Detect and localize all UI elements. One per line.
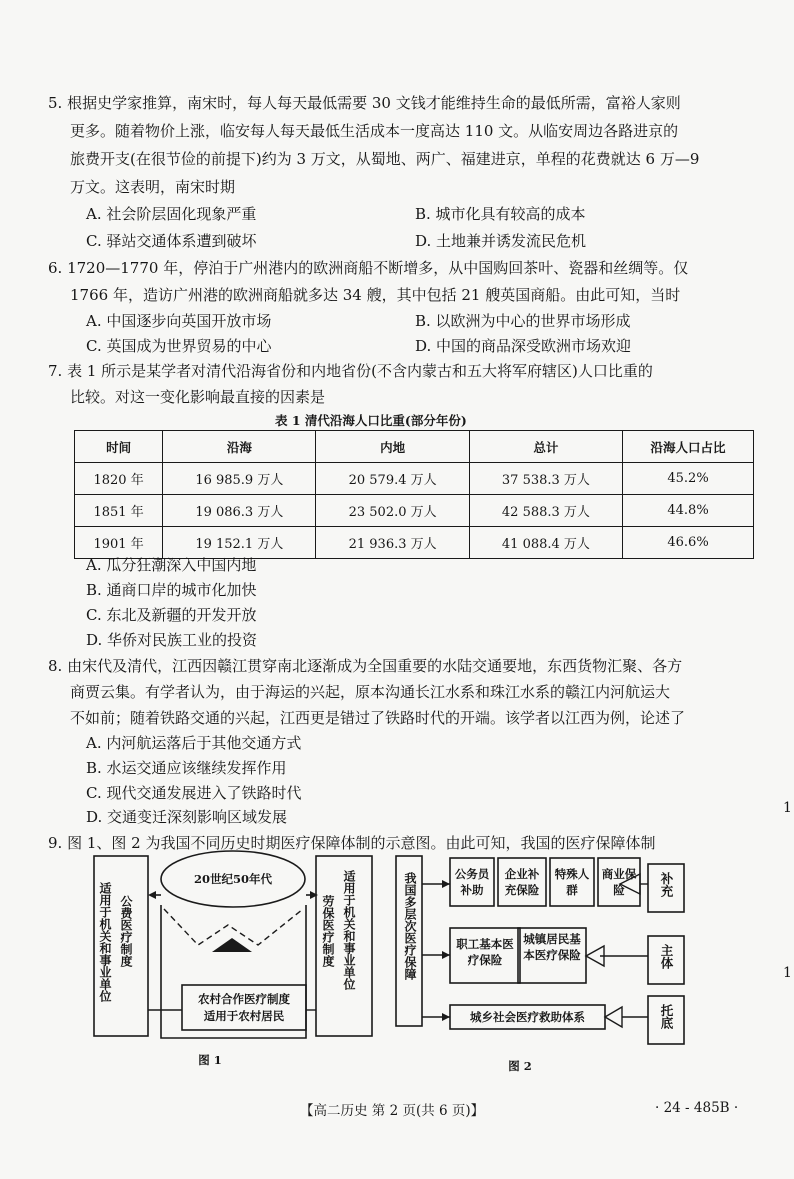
q8-option-c: C. 现代交通发展进入了铁路时代 xyxy=(86,784,302,802)
table-cell: 19 086.3 万人 xyxy=(163,495,316,527)
q7-line-2: 比较。对这一变化影响最直接的因素是 xyxy=(70,388,326,406)
q7-line-1: 7. 表 1 所示是某学者对清代沿海省份和内地省份(不含内蒙古和五大将军府辖区)人口比重的 xyxy=(48,362,653,380)
fig1-left-label: 公费医疗制度 xyxy=(119,895,133,967)
fig1-left-box: 适用于机关和事业单位 xyxy=(98,882,112,1002)
fig1-right-box: 适用于机关和事业单位 xyxy=(342,870,356,990)
q8-line-2: 商贾云集。有学者认为，由于海运的兴起，原本沟通长江水系和珠江水系的赣江内河航运大 xyxy=(70,683,671,701)
table-cell: 37 538.3 万人 xyxy=(469,463,622,495)
q8-option-a: A. 内河航运落后于其他交通方式 xyxy=(86,734,302,752)
table-cell: 1820 年 xyxy=(75,463,163,495)
fig2-label-main: 主体 xyxy=(659,944,674,969)
fig1-bottom-line-2: 适用于农村居民 xyxy=(203,1009,285,1023)
fig2-top-box: 企业补充保险 xyxy=(504,867,540,897)
table-header: 沿海人口占比 xyxy=(623,431,754,463)
q7-option-a: A. 瓜分狂潮深入中国内地 xyxy=(86,556,257,574)
table-cell: 20 579.4 万人 xyxy=(316,463,469,495)
table-cell: 1851 年 xyxy=(75,495,163,527)
table-cell: 23 502.0 万人 xyxy=(316,495,469,527)
q8-option-b: B. 水运交通应该继续发挥作用 xyxy=(86,759,287,777)
table-cell: 42 588.3 万人 xyxy=(469,495,622,527)
fig2-left-box: 我国多层次医疗保障 xyxy=(403,872,417,980)
table-caption: 表 1 清代沿海人口比重(部分年份) xyxy=(275,413,467,428)
q7-option-c: C. 东北及新疆的开发开放 xyxy=(86,606,257,624)
q5-option-d: D. 土地兼并诱发流民危机 xyxy=(415,232,587,250)
q5-option-a: A. 社会阶层固化现象严重 xyxy=(86,205,257,223)
table-header: 沿海 xyxy=(163,431,316,463)
table-cell: 1901 年 xyxy=(75,527,163,559)
fig2-label-base: 托底 xyxy=(659,1004,674,1029)
table-cell: 45.2% xyxy=(623,463,754,495)
q8-option-d: D. 交通变迁深刻影响区域发展 xyxy=(86,808,288,826)
q7-option-d: D. 华侨对民族工业的投资 xyxy=(86,631,258,649)
q9-line-1: 9. 图 1、图 2 为我国不同历史时期医疗保障体制的示意图。由此可知，我国的医疗保障体制 xyxy=(48,834,656,852)
q7-option-b: B. 通商口岸的城市化加快 xyxy=(86,581,257,599)
table-header: 总计 xyxy=(469,431,622,463)
q5-line-1: 5. 根据史学家推算，南宋时，每人每天最低需要 30 文钱才能维持生命的最低所需，富裕人家则 xyxy=(48,94,681,112)
q5-line-2: 更多。随着物价上涨，临安每人每天最低生活成本一度高达 110 文。从临安周边各路进京的 xyxy=(70,122,679,140)
q8-line-1: 8. 由宋代及清代，江西因赣江贯穿南北逐渐成为全国重要的水陆交通要地，东西货物汇聚、各方 xyxy=(48,657,683,675)
fig1-right-label: 劳保医疗制度 xyxy=(321,895,335,967)
table-header: 内地 xyxy=(316,431,469,463)
fig1-caption: 图 1 xyxy=(198,1053,222,1067)
margin-mark: 1 xyxy=(783,800,792,816)
fig2-mid-box: 职工基本医疗保险 xyxy=(456,937,514,967)
fig2-caption: 图 2 xyxy=(508,1059,532,1073)
table-cell: 41 088.4 万人 xyxy=(469,527,622,559)
margin-mark: 1 xyxy=(783,965,792,981)
q5-line-4: 万文。这表明，南宋时期 xyxy=(70,178,236,196)
q6-option-b: B. 以欧洲为中心的世界市场形成 xyxy=(415,312,631,330)
fig1-center-label: 20世纪50年代 xyxy=(193,872,272,886)
fig2-top-box: 特殊人群 xyxy=(554,867,590,897)
q6-option-c: C. 英国成为世界贸易的中心 xyxy=(86,337,272,355)
fig2-label-supplement: 补充 xyxy=(659,872,674,897)
q5-option-b: B. 城市化具有较高的成本 xyxy=(415,205,586,223)
q6-option-d: D. 中国的商品深受欧洲市场欢迎 xyxy=(415,337,632,355)
table-cell: 19 152.1 万人 xyxy=(163,527,316,559)
table-cell: 21 936.3 万人 xyxy=(316,527,469,559)
q8-line-3: 不如前；随着铁路交通的兴起，江西更是错过了铁路时代的开端。该学者以江西为例，论述了 xyxy=(70,709,686,727)
fig2-mid-box: 城镇居民基本医疗保险 xyxy=(523,932,581,962)
table-cell: 46.6% xyxy=(623,527,754,559)
fig1-bottom-line-1: 农村合作医疗制度 xyxy=(198,992,290,1006)
table-cell: 44.8% xyxy=(623,495,754,527)
q6-line-2: 1766 年，造访广州港的欧洲商船就多达 34 艘，其中包括 21 艘英国商船。由此可知，当时 xyxy=(70,286,681,304)
exam-code: · 24 - 485B · xyxy=(655,1100,739,1116)
fig2-bottom-box: 城乡社会医疗救助体系 xyxy=(470,1010,585,1024)
q5-line-3: 旅费开支(在很节俭的前提下)约为 3 万文，从蜀地、两广、福建进京，单程的花费就达 6 万—9 xyxy=(70,150,700,168)
q6-line-1: 6. 1720—1770 年，停泊于广州港内的欧洲商船不断增多，从中国购回茶叶、瓷器和丝绸等。仅 xyxy=(48,259,689,277)
q6-option-a: A. 中国逐步向英国开放市场 xyxy=(86,312,272,330)
table-header: 时间 xyxy=(75,431,163,463)
fig2-top-box: 商业保险 xyxy=(601,867,637,897)
page-footer: 【高二历史 第 2 页(共 6 页)】 xyxy=(300,1103,485,1119)
table-cell: 16 985.9 万人 xyxy=(163,463,316,495)
q5-option-c: C. 驿站交通体系遭到破坏 xyxy=(86,232,257,250)
fig2-top-box: 公务员补助 xyxy=(454,867,490,897)
